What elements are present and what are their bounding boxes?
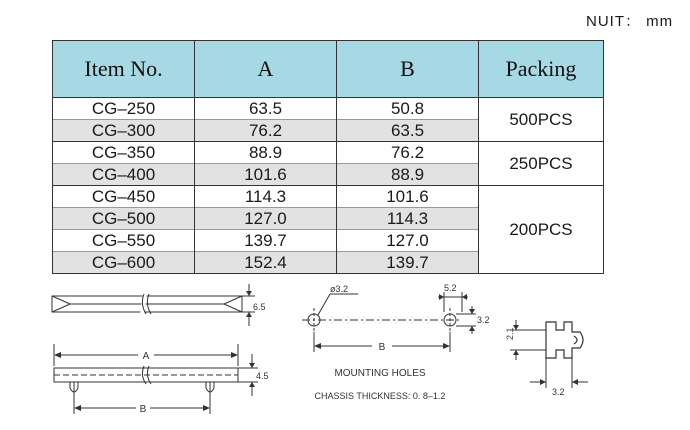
dim-height: 4.5	[256, 371, 269, 381]
mounting-caption: MOUNTING HOLES	[334, 368, 426, 379]
packing-cell: 500PCS	[479, 98, 604, 142]
a-cell: 139.7	[195, 230, 337, 252]
packing-cell: 250PCS	[479, 142, 604, 186]
table-row	[53, 186, 604, 208]
a-cell: 127.0	[195, 208, 337, 230]
a-cell: 152.4	[195, 252, 337, 274]
dim-a: A	[142, 351, 150, 362]
item-cell: CG–400	[53, 164, 195, 186]
header-item-no: Item No.	[53, 41, 195, 98]
unit-label: NUIT： mm	[586, 13, 674, 30]
dim-clip-width: 3.2	[552, 387, 565, 397]
item-cell: CG–450	[53, 186, 195, 208]
b-cell: 76.2	[337, 142, 479, 164]
item-cell: CG–350	[53, 142, 195, 164]
b-cell: 63.5	[337, 120, 479, 142]
item-cell: CG–500	[53, 208, 195, 230]
dim-b-mounting: B	[378, 342, 386, 353]
item-cell: CG–250	[53, 98, 195, 120]
item-cell: CG–600	[53, 252, 195, 274]
table-row	[53, 142, 604, 164]
dim-thickness: 6.5	[253, 302, 266, 312]
rail-side-drawing	[50, 340, 285, 420]
a-cell: 88.9	[195, 142, 337, 164]
a-cell: 101.6	[195, 164, 337, 186]
b-cell: 50.8	[337, 98, 479, 120]
rail-top-drawing	[50, 282, 275, 332]
item-cell: CG–550	[53, 230, 195, 252]
dim-b: B	[139, 404, 147, 415]
header-packing: Packing	[479, 41, 604, 98]
dim-hole-diameter: ø3.2	[330, 284, 349, 294]
item-cell: CG–300	[53, 120, 195, 142]
header-a: A	[195, 41, 337, 98]
packing-cell: 200PCS	[479, 186, 604, 274]
b-cell: 114.3	[337, 208, 479, 230]
header-b: B	[337, 41, 479, 98]
b-cell: 88.9	[337, 164, 479, 186]
b-cell: 127.0	[337, 230, 479, 252]
mounting-holes-drawing	[296, 282, 496, 412]
a-cell: 114.3	[195, 186, 337, 208]
a-cell: 76.2	[195, 120, 337, 142]
b-cell: 101.6	[337, 186, 479, 208]
spec-table	[52, 40, 604, 274]
dim-offset: 5.2	[444, 283, 457, 293]
b-cell: 139.7	[337, 252, 479, 274]
dim-hole-height: 3.2	[477, 315, 490, 325]
dim-clip-height: 2.1	[505, 327, 515, 340]
a-cell: 63.5	[195, 98, 337, 120]
chassis-thickness: CHASSIS THICKNESS: 0. 8–1.2	[314, 391, 446, 401]
clip-detail-drawing	[500, 300, 600, 400]
table-header-row	[53, 41, 604, 98]
table-row	[53, 98, 604, 120]
